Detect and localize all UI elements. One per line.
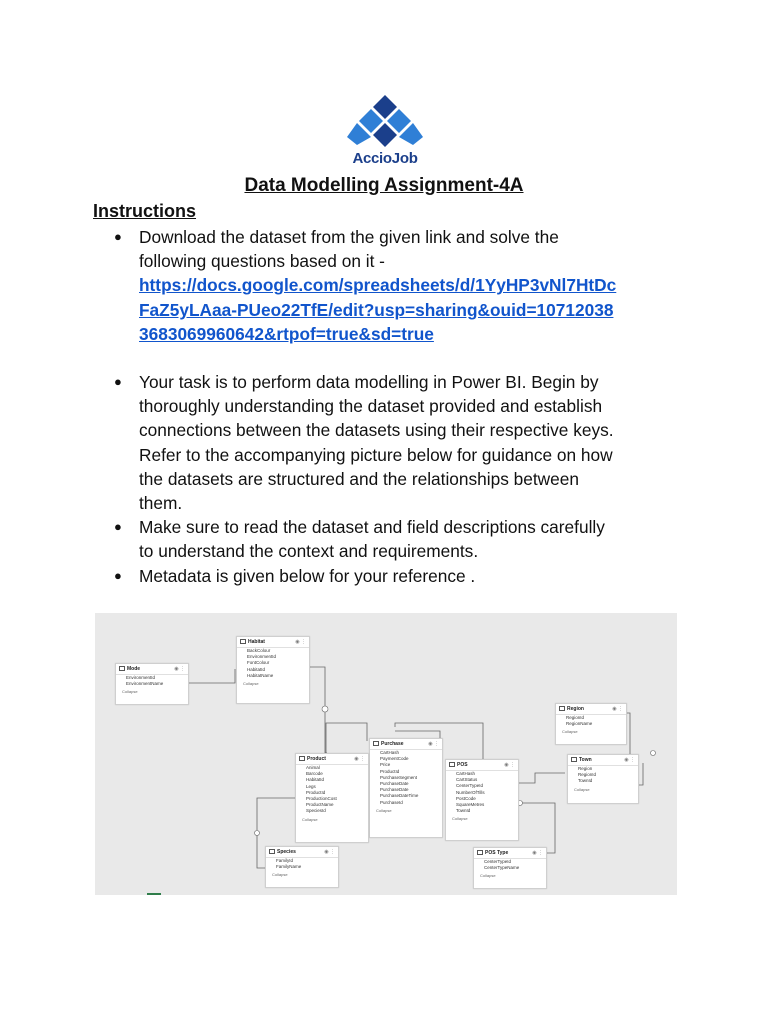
more-icon[interactable]: ◉ ⋮ <box>504 762 515 768</box>
field: PurchaseDateTime <box>380 793 419 799</box>
field: CartHash <box>456 771 476 776</box>
field: ProductId <box>306 789 326 795</box>
field: PaymentCode <box>380 756 409 762</box>
more-icon[interactable]: ◉ ⋮ <box>174 666 185 672</box>
field: Animal <box>306 765 320 770</box>
collapse-button[interactable]: Collapse <box>452 816 468 822</box>
field: CenterTypeId <box>484 859 512 864</box>
field: ProductName <box>306 802 334 808</box>
bullet-text: thoroughly understanding the dataset provided and establish <box>139 396 603 417</box>
more-icon[interactable]: ◉ ⋮ <box>354 756 365 762</box>
more-icon[interactable]: ◉ ⋮ <box>624 757 635 763</box>
field: TownId <box>456 808 471 814</box>
page-title: Data Modelling Assignment-4A <box>244 175 524 196</box>
field: RegionId <box>566 715 585 720</box>
field: RegionName <box>566 721 593 727</box>
bullet-text: following questions based on it - <box>139 251 385 272</box>
bullet-text: Refer to the accompanying picture below for guidance on how <box>139 444 613 465</box>
table-icon <box>477 850 483 855</box>
field: RegionId <box>578 772 597 778</box>
table-icon <box>559 706 565 711</box>
table-icon <box>269 849 275 854</box>
table-name: POS Type <box>485 850 509 856</box>
dataset-link[interactable]: https://docs.google.com/spreadsheets/d/1YyHP3vNl7HtDc <box>139 275 617 296</box>
table-town[interactable] <box>567 754 639 804</box>
bullet-text: connections between the datasets using their respective keys. <box>139 420 614 441</box>
table-name: Product <box>307 756 326 762</box>
bullet-text: the datasets are structured and the relationships between <box>139 468 579 489</box>
field: HabitatId <box>247 666 266 672</box>
more-icon[interactable]: ◉ ⋮ <box>324 849 335 855</box>
bullet-read <box>139 515 684 563</box>
collapse-button[interactable]: Collapse <box>562 729 578 735</box>
field: Barcode <box>306 771 323 777</box>
table-region[interactable] <box>555 703 627 745</box>
field: NumberOfTills <box>456 789 485 795</box>
table-product[interactable] <box>295 753 369 843</box>
field: Price <box>380 762 391 768</box>
data-model-diagram <box>95 613 677 895</box>
bullet-text: ● Your task is to perform data modelling in Power BI. Begin by <box>139 372 599 393</box>
table-name: Purchase <box>381 741 404 747</box>
table-species[interactable] <box>265 846 339 888</box>
table-icon <box>240 639 246 644</box>
more-icon[interactable]: ◉ ⋮ <box>295 639 306 645</box>
bullet-text: ● Metadata is given below for your reference . <box>139 565 476 586</box>
collapse-button[interactable]: Collapse <box>302 816 318 822</box>
field: FamilyId <box>276 858 294 863</box>
table-pos-type[interactable] <box>473 847 547 889</box>
field: BackColour <box>247 648 271 653</box>
bullet-text: them. <box>139 493 183 514</box>
bullet-text: ● Download the dataset from the given link and solve the <box>139 227 559 247</box>
bullet-text: ● Make sure to read the dataset and field descriptions carefully <box>139 517 605 538</box>
table-name: POS <box>457 762 468 768</box>
more-icon[interactable]: ◉ ⋮ <box>428 741 439 747</box>
field: Legs <box>306 783 316 789</box>
field: FamilyName <box>276 864 302 870</box>
field: CartStatus <box>456 777 478 783</box>
table-purchase[interactable] <box>369 738 443 838</box>
table-name: Town <box>579 757 592 763</box>
collapse-button[interactable]: Collapse <box>122 689 138 695</box>
field: CenterTypeId <box>456 783 484 789</box>
field: PostCode <box>456 795 476 801</box>
table-name: Habitat <box>248 639 265 645</box>
field: PurchaseId <box>380 799 403 805</box>
collapse-button[interactable]: Collapse <box>574 786 590 792</box>
more-icon[interactable]: ◉ ⋮ <box>612 706 623 712</box>
collapse-button[interactable]: Collapse <box>243 680 259 686</box>
table-icon <box>449 762 455 767</box>
field: SquareMetres <box>456 801 485 807</box>
field: Region <box>578 766 593 771</box>
bullet-download <box>139 225 684 346</box>
diagram-scroll-indicator <box>147 893 161 895</box>
dataset-link[interactable]: 3683069960642&rtpof=true&sd=true <box>139 323 434 344</box>
field: FontColour <box>247 660 270 666</box>
bullet-metadata <box>139 564 684 588</box>
table-name: Species <box>277 849 296 855</box>
table-icon <box>119 666 125 671</box>
field: HabitatName <box>247 672 274 678</box>
field: CartHash <box>380 750 400 755</box>
more-icon[interactable]: ◉ ⋮ <box>532 850 543 856</box>
table-name: Mode <box>127 666 141 672</box>
field: EnvironmentId <box>247 654 277 660</box>
bullet-task <box>139 370 684 515</box>
table-name: Region <box>567 706 584 712</box>
table-mode[interactable] <box>115 663 189 705</box>
bullet-text: to understand the context and requirements. <box>139 541 479 562</box>
collapse-button[interactable]: Collapse <box>272 872 288 878</box>
field: PurchaseDate <box>380 787 409 793</box>
instructions-heading: Instructions <box>93 201 197 221</box>
collapse-button[interactable]: Collapse <box>376 807 392 813</box>
table-pos[interactable] <box>445 759 519 841</box>
field: ProductId <box>380 768 400 774</box>
table-habitat[interactable] <box>236 636 310 704</box>
field: TownId <box>578 778 593 784</box>
field: SpeciesId <box>306 808 326 814</box>
logo-wordmark: AccioJob <box>352 150 418 167</box>
field: ProductionCost <box>306 795 337 801</box>
field: HabitatId <box>306 777 325 783</box>
dataset-link[interactable]: FaZ5yLAaa-PUeo22TfE/edit?usp=sharing&ouid=10712038 <box>139 299 614 320</box>
table-icon <box>299 756 305 761</box>
field: EnvironmentId <box>126 675 156 680</box>
field: CenterTypeName <box>484 865 520 871</box>
table-icon <box>373 741 379 746</box>
field: EnvironmentName <box>126 681 164 687</box>
field: PurchaseSegment <box>380 774 418 780</box>
field: PurchaseDate <box>380 780 409 786</box>
instructions-list <box>139 225 684 588</box>
table-icon <box>571 757 577 762</box>
collapse-button[interactable]: Collapse <box>480 873 496 879</box>
